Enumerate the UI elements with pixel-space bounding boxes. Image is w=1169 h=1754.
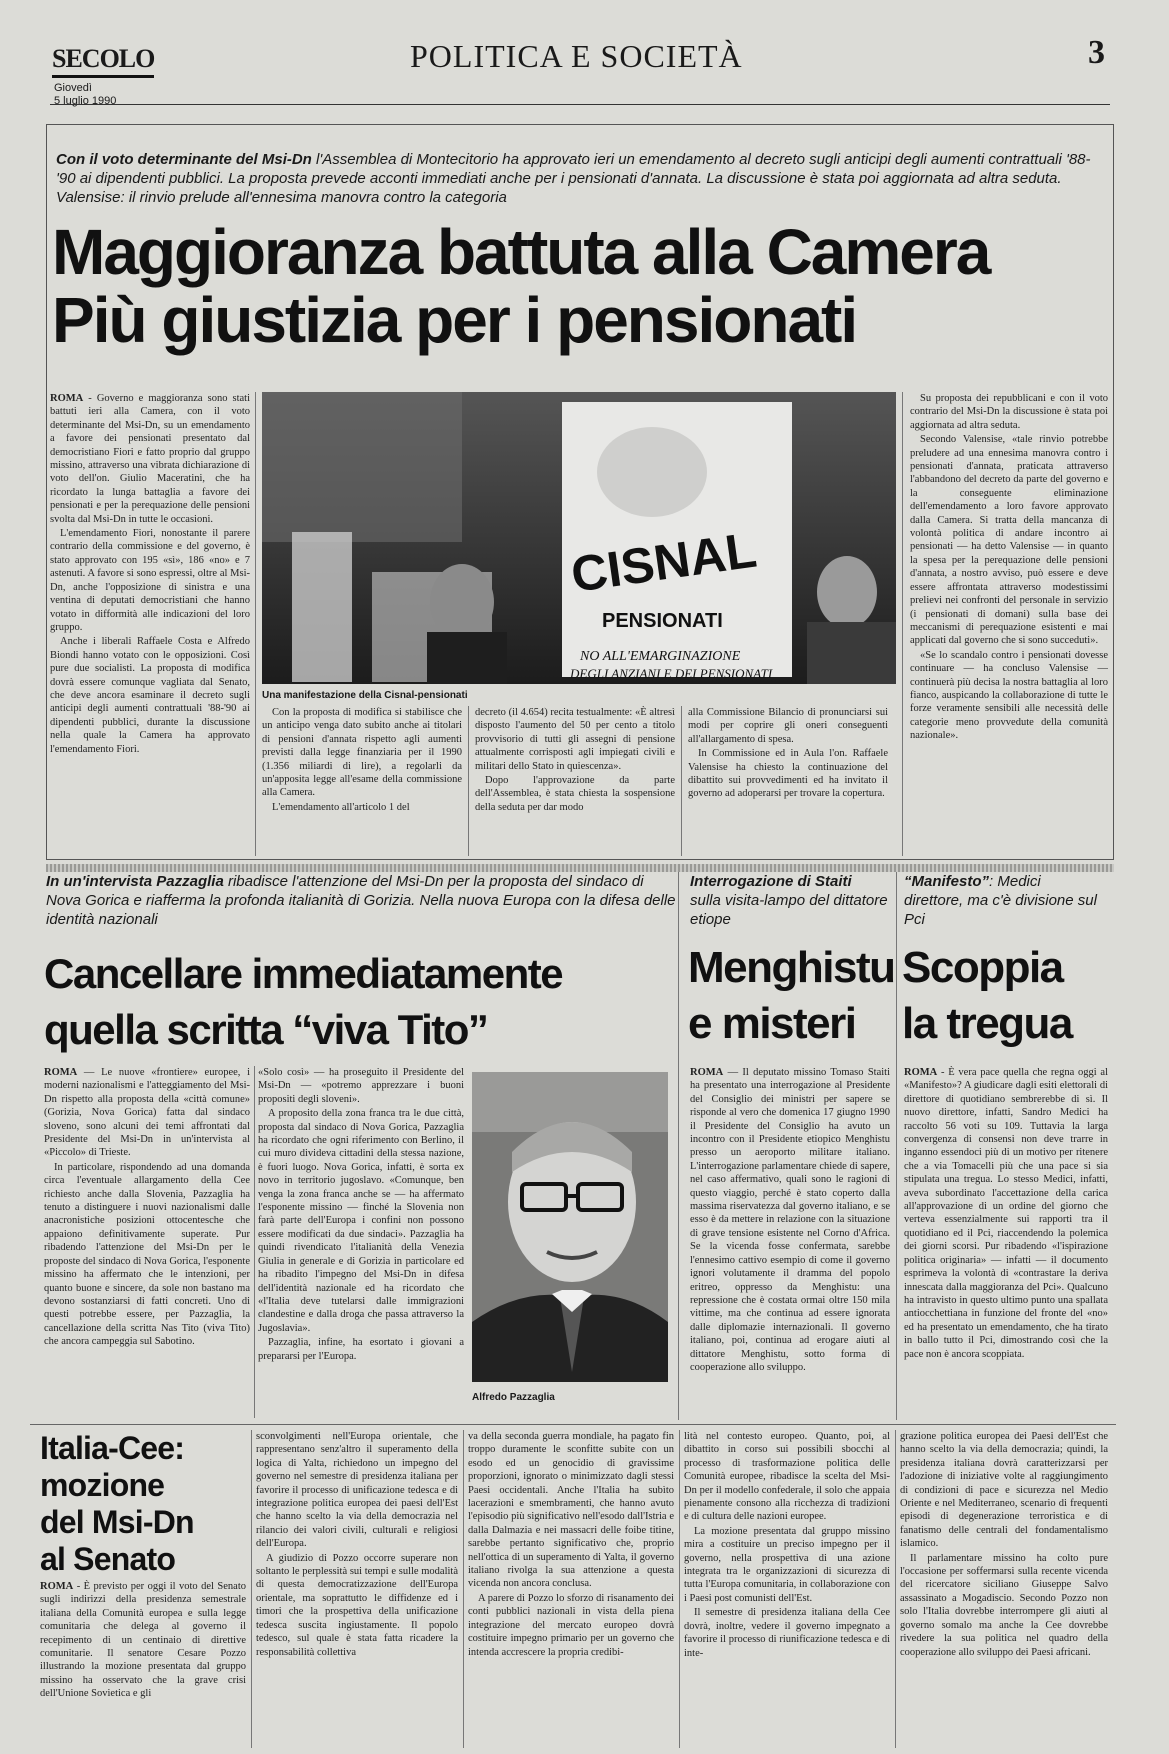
headline-line-1: Italia-Cee: bbox=[40, 1430, 185, 1466]
banner-brand-text: CISNAL bbox=[567, 521, 760, 603]
headline-line-4: al Senato bbox=[40, 1541, 176, 1577]
headline-line-2: quella scritta “viva Tito” bbox=[44, 1006, 488, 1053]
banner-line1-text: NO ALL'EMARGINAZIONE bbox=[580, 649, 741, 664]
column-rule bbox=[468, 706, 469, 856]
column-rule bbox=[678, 872, 679, 1420]
story-menghistu-kicker: Interrogazione di Staiti sulla visita-lampo del dittatore etiope bbox=[690, 873, 888, 928]
photo-alfredo-pazzaglia bbox=[472, 1072, 668, 1382]
page-number: 3 bbox=[1088, 34, 1105, 71]
column-rule bbox=[255, 392, 256, 856]
column-rule bbox=[895, 1430, 896, 1748]
story-pensionati-column-5: Su proposta dei repubblicani e con il voto contrario del Msi-Dn la discussione è stata poi aggiornata ad altra seduta. Secondo Valensise, «tale rinvio potrebbe preludere ad una ennesima manovra contro i pensionati d'annata, praticata attraverso l'abbandono del decreto da parte del governo e la conseguente eliminazione dell'emendamento a loro favore approvato dalla Camera. Si tratta della mancanza di volontà politica di andare incontro ai pensionati — ha detto Valensise — in quanto la spesa per la perequazione delle pensioni d'annata, a nostro avviso, può essere e deve essere affrontata attraverso modestissimi prelievi nei confronti del personale in servizio (i pensionati di domani) sulla base dei meccanismi di perequazione esistenti e mai applicati dal governo che si sono succeduti». «Se lo scandalo contro i pensionati dovesse continuare — ha concluso Valensise — continuerà più decisa la nostra battaglia al loro fianco, auspicando la collaborazione di tutte le forze veramente sensibili alle necessità delle categorie meno provvedute della comunità nazionale». bbox=[910, 393, 1108, 742]
headline-line-2: e misteri bbox=[688, 999, 856, 1048]
story-pensionati-kicker: Con il voto determinante del Msi-Dn l'Assemblea di Montecitorio ha approvato ieri un emendamento al decreto sugli anticipi degli aumenti contrattuali '88-'90 ai dipendenti pubblici. La proposta prevede acconti immediati anche per i pensionati d'annata. La discussione è stata poi aggiornata ad altra seduta. Valensise: il rinvio prelude all'ennesima manovra contro la categoria bbox=[56, 151, 1091, 206]
masthead-rule bbox=[50, 104, 1110, 105]
story-italia-cee-column-4: lità nel contesto europeo. Quanto, poi, al dibattito in corso sui possibili sbocchi al processo di trasformazione politica delle Comunità europee, ribadisce la scelta del Msi-Dn per il modello confederale, il solo che appaia pienamente consono alla ricchezza di tradizioni e di cultura delle nazioni europee. La mozione presentata dal gruppo missino mira a costituire un preciso impegno per il governo, nella prospettiva di una azione integrata tra le organizzazioni di sicurezza di tutta l'Europa comunitaria, in collaborazione con i Paesi post comunisti dell'Est. Il semestre di presidenza italiana della Cee dovrà, inoltre, vedere il governo impegnato a favorire il processo di riunificazione tedesca e di inte- bbox=[684, 1431, 890, 1659]
photo-cisnal-demonstration bbox=[262, 392, 896, 684]
story-gorizia-kicker: In un'intervista Pazzaglia ribadisce l'attenzione del Msi-Dn per la proposta del sindaco di Nova Gorica e riafferma la profonda italianità di Gorizia. Nella nuova Europa con la difesa delle identità nazionali bbox=[46, 873, 676, 928]
headline-line-2: Più giustizia per i pensionati bbox=[52, 284, 857, 356]
story-manifesto-kicker: “Manifesto”: Medici direttore, ma c'è divisione sul Pci bbox=[904, 873, 1097, 928]
column-rule bbox=[681, 706, 682, 856]
photo-caption-cisnal: Una manifestazione della Cisnal-pensionati bbox=[262, 690, 468, 701]
newspaper-logo: SECOLO bbox=[52, 44, 154, 78]
demonstration-photo-graphic bbox=[262, 392, 896, 684]
column-rule bbox=[463, 1430, 464, 1748]
portrait-graphic bbox=[472, 1072, 668, 1382]
story-manifesto-headline bbox=[902, 940, 1108, 1052]
story-pensionati-column-4: alla Commissione Bilancio di pronunciarsi sui modi per coprire gli oneri conseguenti all'allargamento di spesa. In Commissione ed in Aula l'on. Raffaele Valensise ha chiesto la continuazione del dibattito sui provvedimenti ed ha invitato il governo ad adoperarsi per trovare la copertura. bbox=[688, 707, 888, 800]
story-italia-cee-column-2: sconvolgimenti nell'Europa orientale, che rappresentano senz'altro il superamento della logica di Yalta, richiedono un impegno del governo nel semestre di presidenza italiana per favorire il processo di unificazione tedesca e di integrazione politica europea dei paesi dell'Est che hanno scelto la via della democrazia nel rilancio dei valori civili, culturali e religiosi dell'Europa. A giudizio di Pozzo occorre superare non soltanto le perplessità sui tempi e sulle modalità di questa democratizzazione dell'Europa orientale, ma soprattutto le diffidenze ed i timori che la prospettiva della unificazione tedesca suscita ingiustamente. Il popolo tedesco, sul quale è stata fatta ricadere la responsabilità collettiva bbox=[256, 1431, 458, 1658]
section-rule bbox=[30, 1424, 1116, 1425]
story-pensionati-column-1: ROMA - Governo e maggioranza sono stati battuti ieri alla Camera, con il voto determinante del Msi-Dn, su un emendamento a favore dei pensionati presentato dal democristiano Fiori e fatto proprio dal gruppo missino, attraverso una vibrata dichiarazione di voto dell'on. Giulio Maceratini, che ha ricordato la lunga battaglia a favore dei pensionati e per la perequazione delle pensioni svolta dal Msi-Dn in tutte le occasioni. L'emendamento Fiori, nonostante il parere contrario della commissione e del governo, è stato approvato con 195 «sì», 186 «no» e 7 astenuti. A favore si sono espressi, oltre al Msi-Dn, anche l'opposizione di sinistra e una ventina di deputati democristiani che hanno votato in difformità alle indicazioni del loro gruppo. Anche i liberali Raffaele Costa e Alfredo Biondi hanno votato con le opposizioni. Così pure due socialisti. La proposta di modifica dovrà essere comunque vagliata dal Senato, che deve ancora esaminare il decreto sugli anticipi degli aumenti contrattuali '88-'90 ai dipendenti pubblici, durante la discussione nella quale la Camera ha approvato l'emendamento Fiori. bbox=[50, 393, 250, 755]
photo-caption-pazzaglia: Alfredo Pazzaglia bbox=[472, 1392, 555, 1403]
story-pensionati-column-2: Con la proposta di modifica si stabilisce che un anticipo venga dato subito anche ai titolari di pensioni d'annata rispetto agli aumenti previsti dalla legge finanziaria per il 1990 (1.356 miliardi di lire), a regolarli da un'apposita legge all'esame della commissione alla Camera. L'emendamento all'articolo 1 del bbox=[262, 707, 462, 813]
story-gorizia-column-1: ROMA — Le nuove «frontiere» europee, i moderni nazionalismi e l'atteggiamento del Msi-Dn rispetto alla proposta della «città comune» (Gorizia, Nova Gorica) fatta dal sindaco sloveno, sono alcuni dei temi affrontati dal Presidente del Msi-Dn in un'intervista al «Piccolo» di Trieste. In particolare, rispondendo ad una domanda circa l'eventuale allargamento della Cee richiesto anche dalla Slovenia, Pazzaglia ha tenuto a distinguere i nuovi nazionalismi dalle anacronistiche posizioni ottocentesche che appaiono definitivamente superate. Pur ribadendo l'attenzione del Msi-Dn per le proposte del sindaco di Nova Gorica, l'esponente missino ha affermato che le intenzioni, per quanto buone e sincere, da sole non bastano ma devono sostanziarsi di fatti concreti. Uno di questi potrebbe essere, per Pazzaglia, la cancellazione della scritta Nas Tito (viva Tito) che ancora campeggia sul Sabotino. bbox=[44, 1067, 250, 1348]
headline-line-1: Menghistu bbox=[688, 943, 895, 992]
story-pensionati-headline bbox=[52, 218, 1112, 354]
column-rule bbox=[251, 1430, 252, 1748]
headline-line-3: del Msi-Dn bbox=[40, 1504, 194, 1540]
story-italia-cee-headline bbox=[40, 1430, 250, 1578]
story-gorizia-headline bbox=[44, 946, 684, 1058]
column-rule bbox=[679, 1430, 680, 1748]
headline-line-1: Cancellare immediatamente bbox=[44, 950, 563, 997]
story-manifesto-column: ROMA - È vera pace quella che regna oggi al «Manifesto»? A giudicare dagli esiti elettorali di direttore di quotidiano sembrerebbe di sì. Il nuovo direttore, infatti, Sandro Medici ha raccolto 56 voti su 109. Tuttavia la larga convergenza di consensi non deve trarre in inganno essendoci più di un motivo per ritenere che a via Tomacelli più che una pace si sia stipulata una tregua. Lo stesso Medici, infatti, aveva subordinato l'accettazione della carica all'approvazione di un ordine del giorno che verteva essenzialmente sui rapporti tra il quotidiano ed il Pci, riaccendendo la polemica dei giorni scorsi. Pur ribadendo «l'ispirazione politica originaria» — infatti — il documento esprimeva la volontà di «contrastare la deriva innescata dalla maggioranza del Pci». Qualcuno ha intravisto in questo ultimo punto una spallata antiocchettiana in funzione del fronte del «no» ed ha presentato un emendamento, che ha tirato in ballo tutto il Pci, dimostrando così che la pace non è ancora scoppiata. bbox=[904, 1067, 1108, 1360]
banner-word-text: PENSIONATI bbox=[602, 610, 723, 632]
story-gorizia-column-2: «Solo così» — ha proseguito il Presidente del Msi-Dn — «potremo apprezzare i buoni propositi degli sloveni». A proposito della zona franca tra le due città, proposta dal sindaco di Nova Gorica, Pazzaglia ha ricordato che ogni riferimento con Berlino, il cui muro divideva cittadini della stessa nazione, è fuori luogo. Nova Gorica, infatti, è sorta ex novo in territorio jugoslavo. «Comunque, ben venga la zona franca anche se — ha affermato l'esponente missino — finché la Slovenia non farà parte dell'Europa i confini non possono essere modificati da due sindaci». Pazzaglia ha quindi rivendicato l'italianità della Venezia Giulia in generale e di Gorizia in particolare ed ha ribadito l'impegno del Msi-Dn in difesa dell'identità nazionale ed ha ricordato che «l'Italia deve tutelarsi dalle immigrazioni clandestine e dalla droga che passa attraverso la Jugoslavia». Pazzaglia, infine, ha esortato i giovani a prepararsi per l'Europa. bbox=[258, 1067, 464, 1362]
story-menghistu-column: ROMA — Il deputato missino Tomaso Staiti ha presentato una interrogazione al Presidente del Consiglio dei ministri per sapere se risponde al vero che domenica 17 giugno 1990 il Presidente del Consiglio ha avuto un incontro con il Presidente etiopico Menghistu presso un aeroporto militare italiano. L'interrogazione parlamentare chiede di sapere, nel caso affermativo, quali sono le ragioni di questo viaggio, perché è stato coperto dalla massima riservatezza dal governo italiano, e se esso è da mettere in relazione con la situazione di grave tensione esistente nel Corno d'Africa. Se la vicenda fosse confermata, sarebbe l'ennesimo cattivo esempio di come il governo ignori volutamente il dramma del popolo eritreo, oppresso da Menghistu: una repressione che è costata ormai oltre 150 mila vittime, ma che continua ad essere ignorata dalle diplomazie internazionali. Il governo italiano, poi, continua ad erogare aiuti al dittatore Menghistu, sotto forma di cooperazione allo sviluppo. bbox=[690, 1067, 890, 1373]
issue-day: Giovedì bbox=[54, 82, 92, 94]
column-rule bbox=[902, 392, 903, 856]
story-italia-cee-column-3: va della seconda guerra mondiale, ha pagato fin troppo duramente le sconfitte subite con un esodo ed un genocidio di gravissime proporzioni, ignorato o minimizzato dagli stessi Paesi occidentali. Anche l'Italia ha subìto lacerazioni e smembramenti, che hanno avuto l'episodio più significativo nell'esodo dall'Istria e dalla Dalmazia e nei massacri delle foibe titine, sarebbe pertanto significativo che, proprio nell'ottica di un superamento di Yalta, il governo italiano rivolga la sua attenzione a questa vicenda non ancora conclusa. A parere di Pozzo lo sforzo di risanamento dei conti pubblici nazionali in vista della piena integrazione del mercato europeo dovrà costituire impegno primario per un governo che intenda accrescere la propria credibi- bbox=[468, 1431, 674, 1658]
column-rule bbox=[254, 1066, 255, 1418]
headline-line-1: Maggioranza battuta alla Camera bbox=[52, 216, 990, 288]
section-title: POLITICA E SOCIETÀ bbox=[410, 38, 743, 74]
story-italia-cee-column-1: ROMA - È previsto per oggi il voto del Senato sugli indirizzi della presidenza semestrale italiana della Comunità europea e sulla legge comunitaria che delega al governo il recepimento di un centinaio di direttive comunitarie. Il senatore Cesare Pozzo illustrando la mozione presentata dal gruppo missino ha osservato che la grave crisi dell'Unione Sovietica e gli bbox=[40, 1581, 246, 1700]
headline-line-2: mozione bbox=[40, 1467, 165, 1503]
headline-line-1: Scoppia bbox=[902, 943, 1063, 992]
story-menghistu-headline bbox=[688, 940, 895, 1052]
column-rule bbox=[896, 872, 897, 1420]
separator-band bbox=[46, 864, 1114, 872]
issue-full-date: 5 luglio 1990 bbox=[54, 95, 117, 107]
story-pensionati-column-3: decreto (il 4.654) recita testualmente: «È altresì disposto l'aumento del 50 per cento a titolo provvisorio di tutti gli assegni di pensione attualmente corrisposti agli impiegati civili e militari dello Stato in quiescenza». Dopo l'approvazione da parte dell'Assemblea, è stata chiesta la sospensione della seduta per dar modo bbox=[475, 707, 675, 813]
banner-line2-text: DEGLI ANZIANI E DEI PENSIONATI bbox=[570, 666, 773, 681]
headline-line-2: la tregua bbox=[902, 999, 1072, 1048]
story-italia-cee-column-5: grazione politica europea dei Paesi dell'Est che hanno scelto la via della democrazia; quindi, la presidenza italiana dovrà caratterizzarsi per l'adozione di iniziative volte al raggiungimento di condizioni di pace e sicurezza nel Medio Oriente e nel Mediterraneo, scenario di frequenti episodi di degenerazione terroristica e di fanatismo delle centrali del fondamentalismo islamico. Il parlamentare missino ha colto pure l'occasione per soffermarsi sulla recente vicenda del ricercatore siciliano Giuseppe Salvo assassinato a Mogadiscio. Secondo Pozzo non solo l'Italia dovrebbe interrompere gli aiuti al governo somalo ma anche la Cee dovrebbe rivedere la sua politica nel quadro della cooperazione allo sviluppo dei Paesi africani. bbox=[900, 1431, 1108, 1658]
